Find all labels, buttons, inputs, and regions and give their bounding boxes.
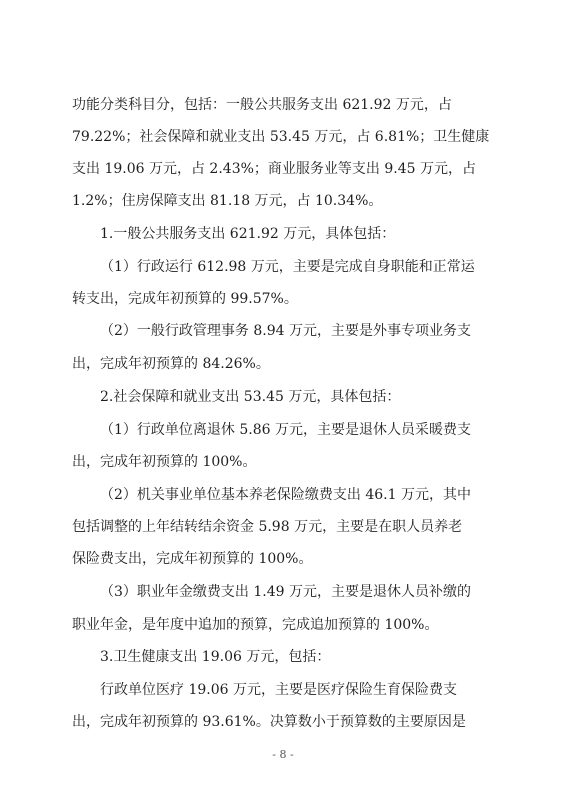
text-line: 出，完成年初预算的 93.61%。决算数小于预算数的主要原因是 — [72, 714, 466, 730]
text-line: 行政单位医疗 19.06 万元，主要是医疗保险生育保险费支 — [100, 682, 457, 698]
text-line: （2）一般行政管理事务 8.94 万元，主要是外事专项业务支 — [100, 323, 471, 339]
text-line: （2）机关事业单位基本养老保险缴费支出 46.1 万元，其中 — [100, 487, 471, 503]
text-line: 1.2%；住房保障支出 81.18 万元，占 10.34%。 — [72, 193, 383, 209]
text-line: 79.22%；社会保障和就业支出 53.45 万元，占 6.81%；卫生健康 — [72, 129, 490, 145]
text-line: 职业年金，是年度中追加的预算，完成追加预算的 100%。 — [72, 617, 439, 633]
text-line: （1）行政运行 612.98 万元，主要是完成自身职能和正常运 — [100, 259, 475, 275]
section-heading: 3.卫生健康支出 19.06 万元，包括： — [100, 649, 331, 665]
section-heading: 1.一般公共服务支出 621.92 万元，具体包括： — [100, 226, 396, 242]
text-line: 出，完成年初预算的 100%。 — [72, 454, 257, 470]
text-line: （1）行政单位离退休 5.86 万元，主要是退休人员采暖费支 — [100, 422, 471, 438]
page-number: - 8 - — [272, 748, 294, 761]
text-line: 包括调整的上年结转结余资金 5.98 万元，主要是在职人员养老 — [72, 519, 463, 535]
text-line: 功能分类科目分，包括：一般公共服务支出 621.92 万元，占 — [72, 97, 452, 113]
text-line: 转支出，完成年初预算的 99.57%。 — [72, 291, 298, 307]
text-line: 支出 19.06 万元，占 2.43%；商业服务业等支出 9.45 万元，占 — [72, 161, 476, 177]
section-heading: 2.社会保障和就业支出 53.45 万元，具体包括： — [100, 389, 401, 405]
text-line: 出，完成年初预算的 84.26%。 — [72, 356, 270, 372]
text-line: （3）职业年金缴费支出 1.49 万元，主要是退休人员补缴的 — [100, 584, 471, 600]
text-line: 保险费支出，完成年初预算的 100%。 — [72, 551, 313, 567]
